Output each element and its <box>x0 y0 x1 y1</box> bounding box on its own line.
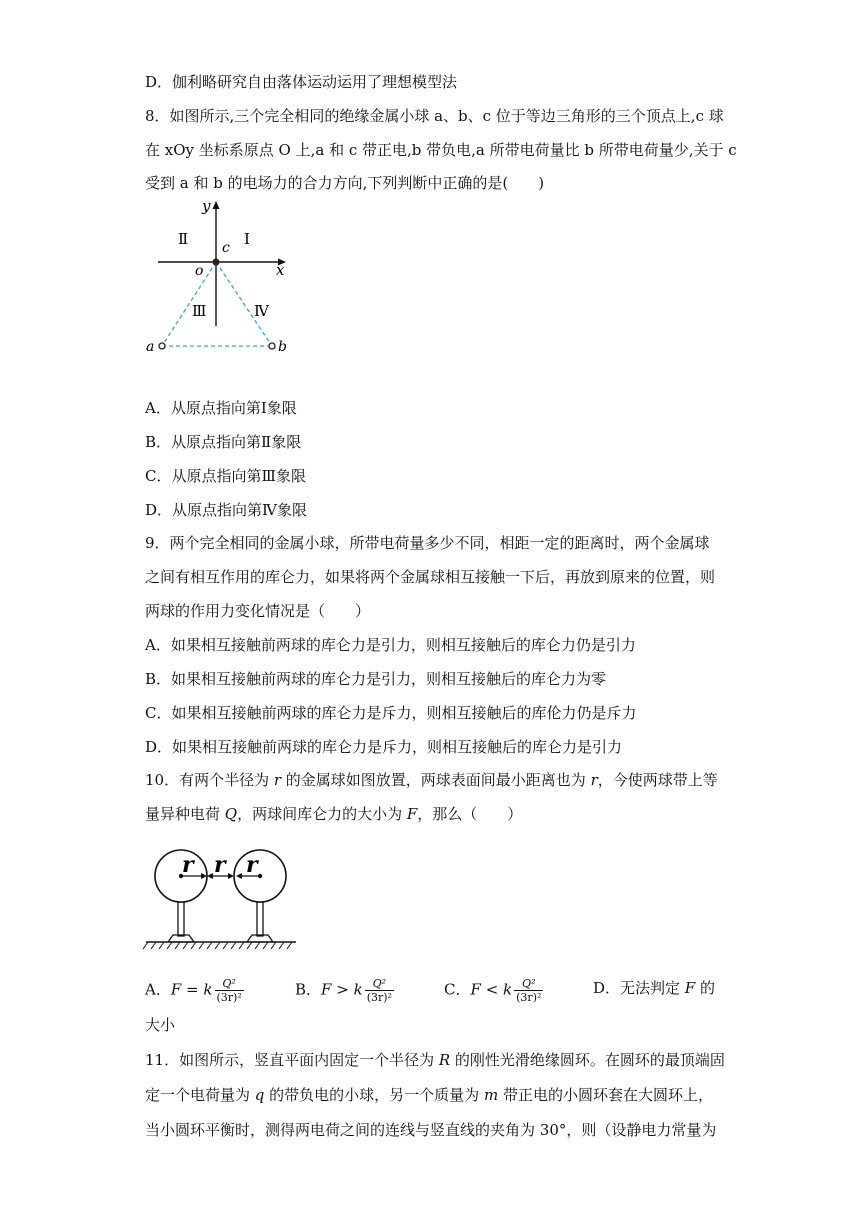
label-quadrant-1: Ⅰ <box>244 230 250 248</box>
fraction: $\frac{\text{Q²}}{\text{(3r)²}}$ <box>366 977 392 1004</box>
q10-spheres-figure <box>140 842 305 952</box>
q8-coordinate-figure <box>140 195 300 360</box>
ball-c <box>213 259 220 266</box>
q10-option-c: C．F < k $\frac{\text{Q²}}{\text{(3r)²}}$ <box>444 977 542 1004</box>
q10-option-b: B．F > k $\frac{\text{Q²}}{\text{(3r)²}}$ <box>295 977 392 1004</box>
q9-option-a: A．如果相互接触前两球的库仑力是引力，则相互接触后的库仑力仍是引力 <box>145 636 636 654</box>
label-quadrant-4: Ⅳ <box>254 302 269 320</box>
q9-option-d: D．如果相互接触前两球的库仑力是斥力，则相互接触后的库仑力是引力 <box>145 738 623 756</box>
q9-stem-line1: 9．两个完全相同的金属小球，所带电荷量多少不同，相距一定的距离时，两个金属球 <box>145 534 710 552</box>
label-quadrant-3: Ⅲ <box>192 302 207 320</box>
y-axis-arrow <box>213 201 220 209</box>
ball-b <box>269 343 275 349</box>
label-b: b <box>278 339 287 355</box>
label-r-gap: r <box>214 852 226 878</box>
q11-stem-line3: 当小圆环平衡时，测得两电荷之间的连线与竖直线的夹角为 30°，则（设静电力常量为 <box>145 1121 717 1139</box>
q10-option-d: D．无法判定 F 的 <box>593 979 715 997</box>
q8-stem-line2: 在 xOy 坐标系原点 O 上,a 和 c 带正电,b 带负电,a 所带电荷量比 b 所带电荷量少,关于 c <box>145 141 737 159</box>
q11-stem-line1: 11．如图所示，竖直平面内固定一个半径为 R 的刚性光滑绝缘圆环。在圆环的最顶端固 <box>145 1051 725 1069</box>
label-quadrant-2: Ⅱ <box>178 230 189 248</box>
q9-option-c: C．如果相互接触前两球的库仑力是斥力，则相互接触后的库伦力仍是斥力 <box>145 704 637 722</box>
q8-stem-line1: 8．如图所示,三个完全相同的绝缘金属小球 a、b、c 位于等边三角形的三个顶点上,c 球 <box>145 107 724 125</box>
label-o: o <box>195 263 204 279</box>
q8-option-b: B．从原点指向第Ⅱ象限 <box>145 433 302 451</box>
right-stand <box>257 902 263 936</box>
ball-a <box>159 343 165 349</box>
q8-stem-line3: 受到 a 和 b 的电场力的合力方向,下列判断中正确的是( ) <box>145 174 545 192</box>
ground-hatching <box>143 942 292 949</box>
label-r-right: r <box>246 852 258 878</box>
q7-option-d: D．伽利略研究自由落体运动运用了理想模型法 <box>145 73 458 91</box>
left-stand <box>178 902 184 936</box>
q11-stem-line2: 定一个电荷量为 q 的带负电的小球，另一个质量为 m 带正电的小圆环套在大圆环上， <box>145 1086 713 1104</box>
label-c: c <box>222 240 230 256</box>
fraction: $\frac{\text{Q²}}{\text{(3r)²}}$ <box>216 977 242 1004</box>
label-y: y <box>202 197 211 215</box>
q8-option-a: A．从原点指向第Ⅰ象限 <box>145 399 297 417</box>
q10-option-a: A．F = k $\frac{\text{Q²}}{\text{(3r)²}}$ <box>145 977 242 1004</box>
q9-stem-line3: 两球的作用力变化情况是（ ） <box>145 602 371 620</box>
q8-option-c: C．从原点指向第Ⅲ象限 <box>145 467 306 485</box>
q10-stem-line2: 量异种电荷 Q，两球间库仑力的大小为 F，那么（ ） <box>145 805 523 823</box>
dashed-line-ca <box>162 262 216 346</box>
label-r-left: r <box>182 852 194 878</box>
q10-option-d-tail: 大小 <box>145 1016 176 1034</box>
q8-option-d: D．从原点指向第Ⅳ象限 <box>145 501 308 519</box>
q9-stem-line2: 之间有相互作用的库仑力，如果将两个金属球相互接触一下后，再放到原来的位置，则 <box>145 568 716 586</box>
label-a: a <box>146 339 155 355</box>
q9-option-b: B．如果相互接触前两球的库仑力是引力，则相互接触后的库仑力为零 <box>145 670 607 688</box>
fraction: $\frac{\text{Q²}}{\text{(3r)²}}$ <box>516 977 542 1004</box>
q10-stem-line1: 10．有两个半径为 r 的金属球如图放置，两球表面间最小距离也为 r，今使两球带上等 <box>145 771 718 789</box>
label-x: x <box>276 261 285 279</box>
